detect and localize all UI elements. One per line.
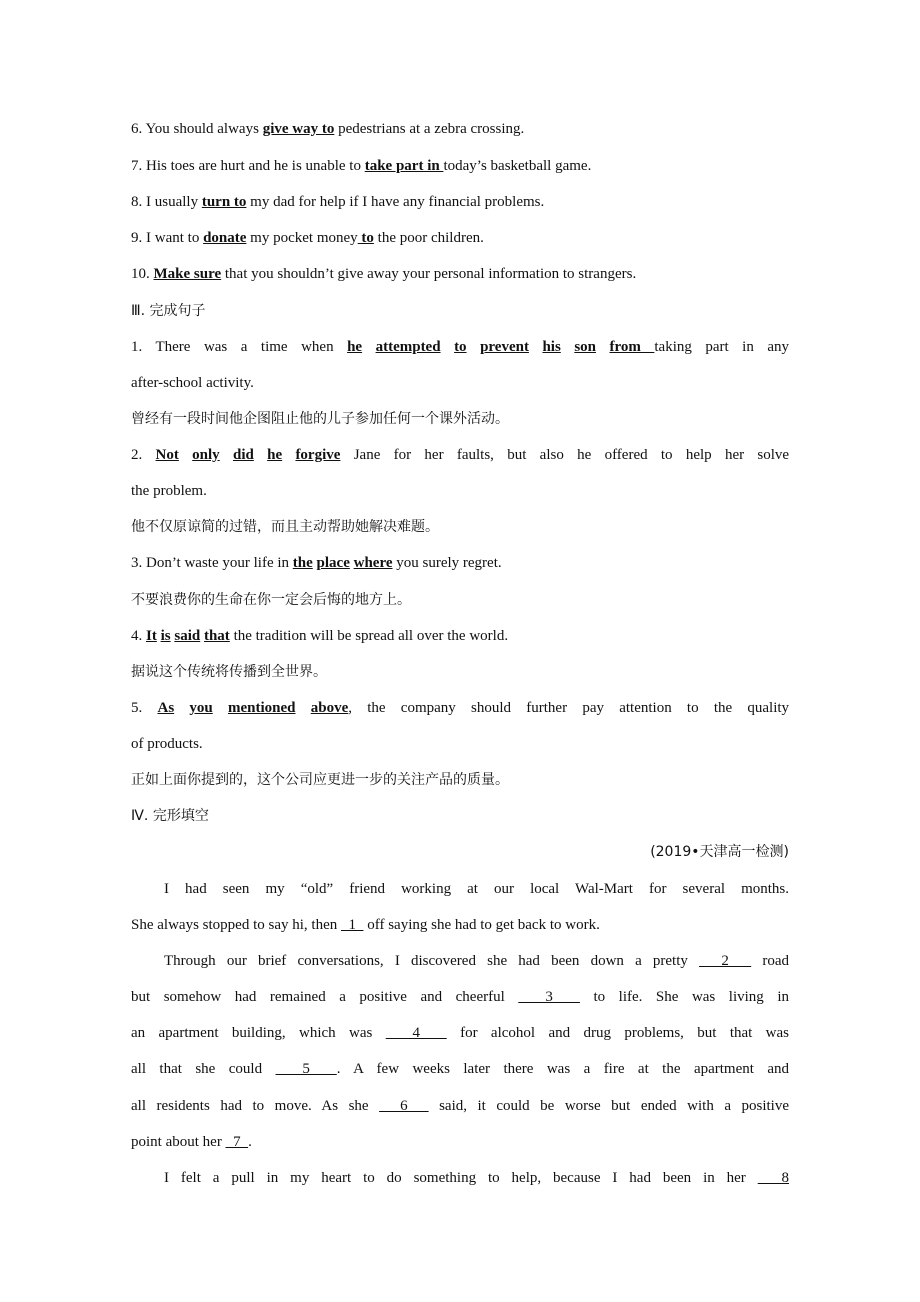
answer-text: to (357, 230, 374, 246)
answer-text: his (542, 339, 561, 355)
answer-text: he (347, 339, 363, 355)
text-line (131, 733, 789, 755)
text-segment (296, 700, 311, 716)
answer-text: attempted (375, 339, 441, 355)
text-line (131, 372, 789, 394)
text-segment: but somehow had remained a positive and cheerful (131, 989, 519, 1005)
text-segment (282, 447, 295, 463)
text-segment: 3. Don’t waste your life in (131, 555, 293, 571)
text-line (131, 227, 789, 249)
text-segment: 他不仅原谅简的过错，而且主动帮助她解决难题。 (131, 519, 439, 535)
text-segment: off saying she had to get back to work. (363, 917, 600, 933)
text-line (131, 444, 789, 466)
text-line (131, 805, 789, 827)
text-segment: 9. I want to (131, 230, 204, 246)
text-segment: 10. (131, 266, 154, 282)
text-line (131, 300, 789, 322)
text-line (131, 408, 789, 430)
text-line (131, 841, 789, 863)
answer-text: that (203, 628, 230, 644)
text-segment: said, it could be worse but ended with a positive (428, 1098, 789, 1114)
text-line (131, 625, 789, 647)
text-segment: 6. You should always (131, 121, 263, 137)
answer-text: said (174, 628, 201, 644)
text-segment: 5. (131, 700, 158, 716)
answer-text: forgive (295, 447, 341, 463)
text-segment: my dad for help if I have any financial problems. (246, 194, 545, 210)
text-line (131, 118, 789, 140)
text-segment: 2. (131, 447, 156, 463)
text-line (131, 552, 789, 574)
text-segment (254, 447, 267, 463)
answer-blank: 7 (225, 1134, 249, 1150)
text-segment: all residents had to move. As she (131, 1098, 380, 1114)
text-segment (213, 700, 228, 716)
text-line (131, 1131, 789, 1153)
answer-text: give way to (262, 121, 335, 137)
answer-text: above (310, 700, 349, 716)
answer-text: from (609, 339, 655, 355)
text-line (131, 950, 789, 972)
text-segment: 据说这个传统将传播到全世界。 (131, 664, 327, 680)
text-line (131, 336, 789, 358)
text-segment (179, 447, 192, 463)
text-segment (467, 339, 481, 355)
text-segment: Jane for her faults, but also he offered to help her solve (340, 447, 790, 463)
text-line (131, 986, 789, 1008)
text-segment: 7. His toes are hurt and he is unable to (131, 158, 365, 174)
text-line (131, 589, 789, 611)
answer-text: to (454, 339, 467, 355)
answer-blank: 4 (385, 1025, 447, 1041)
text-segment: the poor children. (373, 230, 484, 246)
answer-blank: 5 (275, 1061, 337, 1077)
text-segment (362, 339, 376, 355)
text-segment: that you shouldn’t give away your personal information to strangers. (221, 266, 637, 282)
text-segment (561, 339, 575, 355)
text-segment: Through our brief conversations, I discovered she had been down a pretty (164, 953, 700, 969)
text-segment: 曾经有一段时间他企图阻止他的儿子参加任何一个课外活动。 (131, 411, 509, 427)
text-segment: after-school activity. (131, 375, 254, 391)
answer-text: It (146, 628, 157, 644)
text-segment: today’s basketball game. (443, 158, 592, 174)
answer-blank: 3 (518, 989, 580, 1005)
text-line (131, 480, 789, 502)
text-line (131, 1095, 789, 1117)
text-line (131, 516, 789, 538)
answer-text: is (160, 628, 171, 644)
text-segment: , the company should further pay attention to the quality (348, 700, 790, 716)
answer-text: place (316, 555, 350, 571)
text-segment: I felt a pull in my heart to do something to help, because I had been in her (164, 1170, 758, 1186)
text-segment: to life. She was living in (579, 989, 789, 1005)
text-segment: 正如上面你提到的，这个公司应更进一步的关注产品的质量。 (131, 772, 509, 788)
text-segment: (2019•天津高一检测) (650, 844, 789, 860)
answer-text: he (267, 447, 283, 463)
text-segment: Ⅳ. 完形填空 (131, 808, 209, 824)
answer-text: the (292, 555, 313, 571)
answer-text: did (232, 447, 254, 463)
text-segment: an apartment building, which was (131, 1025, 386, 1041)
text-segment: point about her (131, 1134, 226, 1150)
text-segment (596, 339, 610, 355)
text-line (131, 155, 789, 177)
answer-text: only (192, 447, 220, 463)
text-segment: . A few weeks later there was a fire at the apartment and (336, 1061, 789, 1077)
text-line (131, 1058, 789, 1080)
text-line (131, 878, 789, 900)
text-segment: 8. I usually (131, 194, 202, 210)
text-segment: 1. There was a time when (131, 339, 348, 355)
text-segment (220, 447, 233, 463)
text-line (131, 661, 789, 683)
text-line (131, 191, 789, 213)
answer-text: mentioned (228, 700, 296, 716)
text-segment (174, 700, 189, 716)
text-line (131, 263, 789, 285)
answer-text: take part in (364, 158, 444, 174)
text-segment: pedestrians at a zebra crossing. (334, 121, 525, 137)
text-segment: the tradition will be spread all over the world. (229, 628, 509, 644)
text-segment: I had seen my “old” friend working at our local Wal-Mart for several months. (164, 881, 789, 897)
answer-blank: 2 (699, 953, 752, 969)
text-segment: Ⅲ. 完成句子 (131, 303, 206, 319)
text-segment: you surely regret. (392, 555, 502, 571)
text-segment (529, 339, 543, 355)
text-line (131, 697, 789, 719)
text-line (131, 769, 789, 791)
answer-blank: 1 (340, 917, 364, 933)
answer-blank: 6 (379, 1098, 429, 1114)
text-segment: 不要浪费你的生命在你一定会后悔的地方上。 (131, 592, 411, 608)
answer-text: prevent (480, 339, 529, 355)
text-segment: all that she could (131, 1061, 276, 1077)
text-segment: 4. (131, 628, 146, 644)
text-line (131, 1167, 789, 1189)
text-segment: . (248, 1134, 252, 1150)
text-segment: for alcohol and drug problems, but that was (446, 1025, 790, 1041)
text-line (131, 914, 789, 936)
text-segment: my pocket money (246, 230, 358, 246)
text-segment: taking part in any (654, 339, 790, 355)
text-segment: of products. (131, 736, 203, 752)
text-segment (441, 339, 455, 355)
text-line (131, 1022, 789, 1044)
answer-text: where (353, 555, 393, 571)
text-segment: road (751, 953, 789, 969)
answer-text: you (189, 700, 213, 716)
answer-text: son (574, 339, 596, 355)
answer-text: Make sure (153, 266, 222, 282)
answer-text: donate (203, 230, 247, 246)
answer-text: As (157, 700, 175, 716)
text-segment: the problem. (131, 483, 207, 499)
answer-text: turn to (201, 194, 247, 210)
answer-blank: 8 (757, 1170, 790, 1186)
text-segment: She always stopped to say hi, then (131, 917, 341, 933)
answer-text: Not (155, 447, 179, 463)
